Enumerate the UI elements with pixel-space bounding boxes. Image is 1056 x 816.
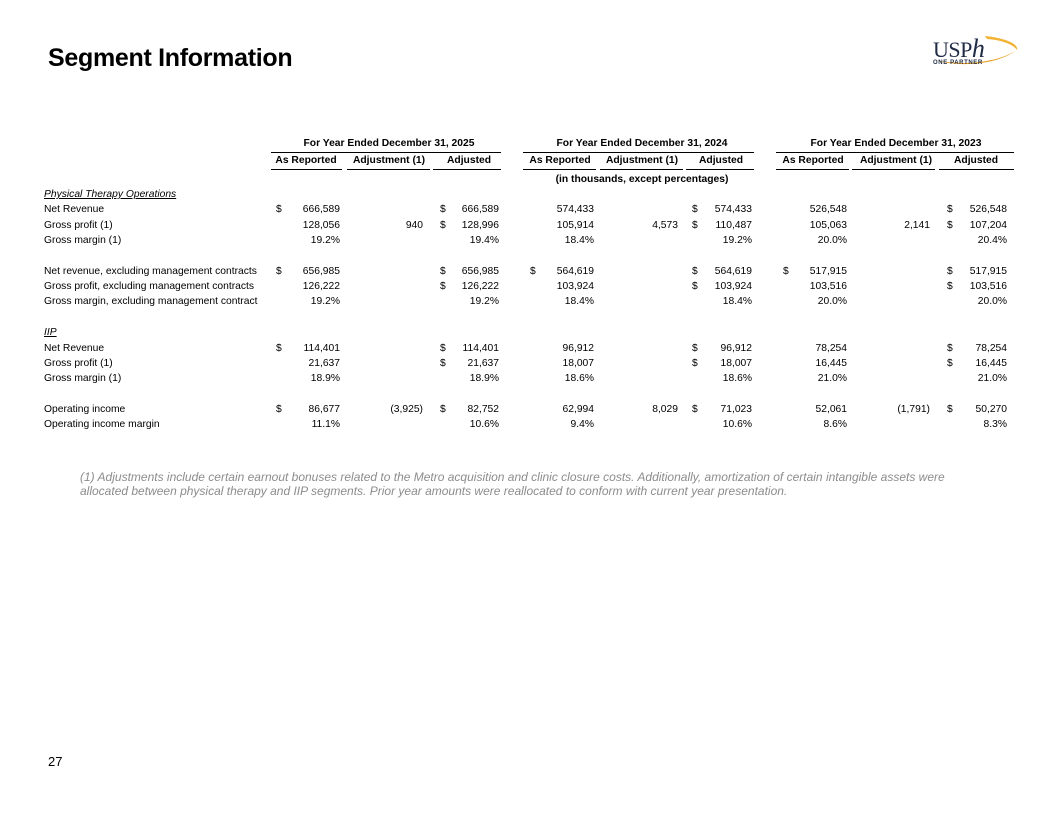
table-cell: 103,516 [809, 281, 847, 292]
column-header-rule [686, 169, 754, 170]
dollar-sign: $ [692, 204, 698, 215]
table-cell: 656,985 [461, 266, 499, 277]
dollar-sign: $ [440, 204, 446, 215]
table-cell: 103,924 [714, 281, 752, 292]
table-cell: 19.4% [469, 235, 499, 246]
table-cell: 517,915 [969, 266, 1007, 277]
row-label: Operating income margin [44, 419, 160, 430]
dollar-sign: $ [276, 343, 282, 354]
table-cell: 16,445 [815, 358, 847, 369]
table-cell: 78,254 [815, 343, 847, 354]
table-cell: 128,996 [461, 220, 499, 231]
row-label: Net Revenue [44, 343, 105, 354]
table-cell: 50,270 [975, 404, 1007, 415]
period-header-rule [271, 152, 501, 153]
column-header-rule [433, 169, 501, 170]
table-cell: 19.2% [469, 296, 499, 307]
table-cell: 18.9% [310, 373, 340, 384]
row-label: Gross margin, excluding management contract [44, 296, 258, 307]
table-cell: (1,791) [897, 404, 930, 415]
row-label: Operating income [44, 404, 126, 415]
dollar-sign: $ [276, 404, 282, 415]
table-cell: 105,063 [809, 220, 847, 231]
column-header: Adjusted [953, 155, 999, 166]
period-header: For Year Ended December 31, 2025 [303, 138, 475, 149]
table-cell: 526,548 [809, 204, 847, 215]
table-cell: 86,677 [308, 404, 340, 415]
table-cell: 4,573 [652, 220, 678, 231]
column-header: Adjustment (1) [352, 155, 426, 166]
table-cell: 940 [405, 220, 423, 231]
table-cell: 18.4% [722, 296, 752, 307]
row-label: Gross profit, excluding management contracts [44, 281, 255, 292]
dollar-sign: $ [783, 266, 789, 277]
table-cell: 526,548 [969, 204, 1007, 215]
dollar-sign: $ [947, 204, 953, 215]
table-cell: 21.0% [977, 373, 1007, 384]
logo-text: USP [933, 37, 972, 62]
dollar-sign: $ [440, 281, 446, 292]
column-header: Adjusted [698, 155, 744, 166]
table-cell: 18,007 [562, 358, 594, 369]
dollar-sign: $ [947, 266, 953, 277]
table-cell: 16,445 [975, 358, 1007, 369]
dollar-sign: $ [947, 404, 953, 415]
table-cell: 2,141 [904, 220, 930, 231]
column-header: As Reported [782, 155, 844, 166]
column-header-rule [523, 169, 596, 170]
dollar-sign: $ [947, 343, 953, 354]
table-cell: 103,924 [556, 281, 594, 292]
table-cell: 19.2% [310, 296, 340, 307]
table-cell: 20.0% [817, 296, 847, 307]
column-header-rule [852, 169, 935, 170]
table-cell: 96,912 [562, 343, 594, 354]
table-cell: 105,914 [556, 220, 594, 231]
table-cell: 8.3% [983, 419, 1007, 430]
footnote: (1) Adjustments include certain earnout bonuses related to the Metro acquisition and clinic closure costs. Additionally, amortization of certain intangible assets were allocated between physical therapy and IIP segments. Prior year amounts were reallocated to conform with current year presentation. [80, 470, 945, 498]
table-cell: 18.4% [564, 296, 594, 307]
table-cell: 126,222 [302, 281, 340, 292]
period-header-rule [523, 152, 754, 153]
section-heading: Physical Therapy Operations [44, 189, 177, 200]
dollar-sign: $ [440, 343, 446, 354]
dollar-sign: $ [276, 204, 282, 215]
table-cell: 18.9% [469, 373, 499, 384]
row-label: Gross margin (1) [44, 373, 122, 384]
dollar-sign: $ [692, 404, 698, 415]
dollar-sign: $ [947, 281, 953, 292]
column-header: As Reported [529, 155, 591, 166]
row-label: Net Revenue [44, 204, 105, 215]
table-cell: 517,915 [809, 266, 847, 277]
table-cell: 20.4% [977, 235, 1007, 246]
table-cell: 18.4% [564, 235, 594, 246]
dollar-sign: $ [440, 266, 446, 277]
table-cell: 20.0% [977, 296, 1007, 307]
row-label: Gross profit (1) [44, 220, 113, 231]
table-cell: 78,254 [975, 343, 1007, 354]
table-cell: 103,516 [969, 281, 1007, 292]
table-cell: 666,589 [461, 204, 499, 215]
table-cell: 656,985 [302, 266, 340, 277]
table-cell: 21,637 [467, 358, 499, 369]
logo-text-h: h [971, 34, 985, 63]
table-cell: 19.2% [310, 235, 340, 246]
table-cell: 18,007 [720, 358, 752, 369]
column-header-rule [271, 169, 342, 170]
table-cell: 128,056 [302, 220, 340, 231]
dollar-sign: $ [692, 220, 698, 231]
table-cell: 110,487 [715, 220, 752, 231]
period-header: For Year Ended December 31, 2024 [556, 138, 728, 149]
dollar-sign: $ [947, 358, 953, 369]
table-cell: 11.1% [311, 419, 340, 430]
dollar-sign: $ [440, 358, 446, 369]
column-header: Adjustment (1) [859, 155, 933, 166]
units-note: (in thousands, except percentages) [555, 174, 729, 185]
page-title: Segment Information [48, 44, 293, 72]
table-cell: 574,433 [556, 204, 594, 215]
dollar-sign: $ [947, 220, 953, 231]
table-cell: 8.6% [823, 419, 847, 430]
table-cell: 18.6% [722, 373, 752, 384]
table-cell: 82,752 [467, 404, 499, 415]
column-header: As Reported [275, 155, 337, 166]
column-header-rule [939, 169, 1014, 170]
logo-tagline: ONE PARTNER [933, 60, 983, 66]
table-cell: 574,433 [714, 204, 752, 215]
table-cell: 21,637 [308, 358, 340, 369]
table-cell: 107,204 [969, 220, 1007, 231]
table-cell: 18.6% [564, 373, 594, 384]
dollar-sign: $ [692, 343, 698, 354]
dollar-sign: $ [692, 266, 698, 277]
column-header-rule [600, 169, 683, 170]
column-header-rule [776, 169, 849, 170]
period-header-rule [776, 152, 1014, 153]
table-cell: 564,619 [714, 266, 752, 277]
dollar-sign: $ [440, 404, 446, 415]
table-cell: 19.2% [722, 235, 752, 246]
period-header: For Year Ended December 31, 2023 [810, 138, 982, 149]
table-cell: 20.0% [817, 235, 847, 246]
page-number: 27 [48, 754, 63, 769]
table-cell: 9.4% [570, 419, 594, 430]
table-cell: 62,994 [562, 404, 594, 415]
row-label: Gross margin (1) [44, 235, 122, 246]
dollar-sign: $ [530, 266, 536, 277]
dollar-sign: $ [276, 266, 282, 277]
dollar-sign: $ [692, 358, 698, 369]
row-label: Gross profit (1) [44, 358, 113, 369]
table-cell: 114,401 [303, 343, 340, 354]
table-cell: 21.0% [817, 373, 847, 384]
table-cell: 10.6% [722, 419, 752, 430]
row-label: Net revenue, excluding management contracts [44, 266, 257, 277]
column-header: Adjustment (1) [605, 155, 679, 166]
table-cell: 52,061 [815, 404, 847, 415]
section-heading: IIP [44, 327, 57, 338]
table-cell: 126,222 [461, 281, 499, 292]
table-cell: 666,589 [302, 204, 340, 215]
dollar-sign: $ [440, 220, 446, 231]
column-header-rule [347, 169, 430, 170]
table-cell: 10.6% [469, 419, 499, 430]
table-cell: (3,925) [390, 404, 423, 415]
column-header: Adjusted [446, 155, 492, 166]
dollar-sign: $ [692, 281, 698, 292]
table-cell: 96,912 [720, 343, 752, 354]
table-cell: 8,029 [652, 404, 678, 415]
table-cell: 564,619 [556, 266, 594, 277]
table-cell: 71,023 [720, 404, 752, 415]
table-cell: 114,401 [462, 343, 499, 354]
